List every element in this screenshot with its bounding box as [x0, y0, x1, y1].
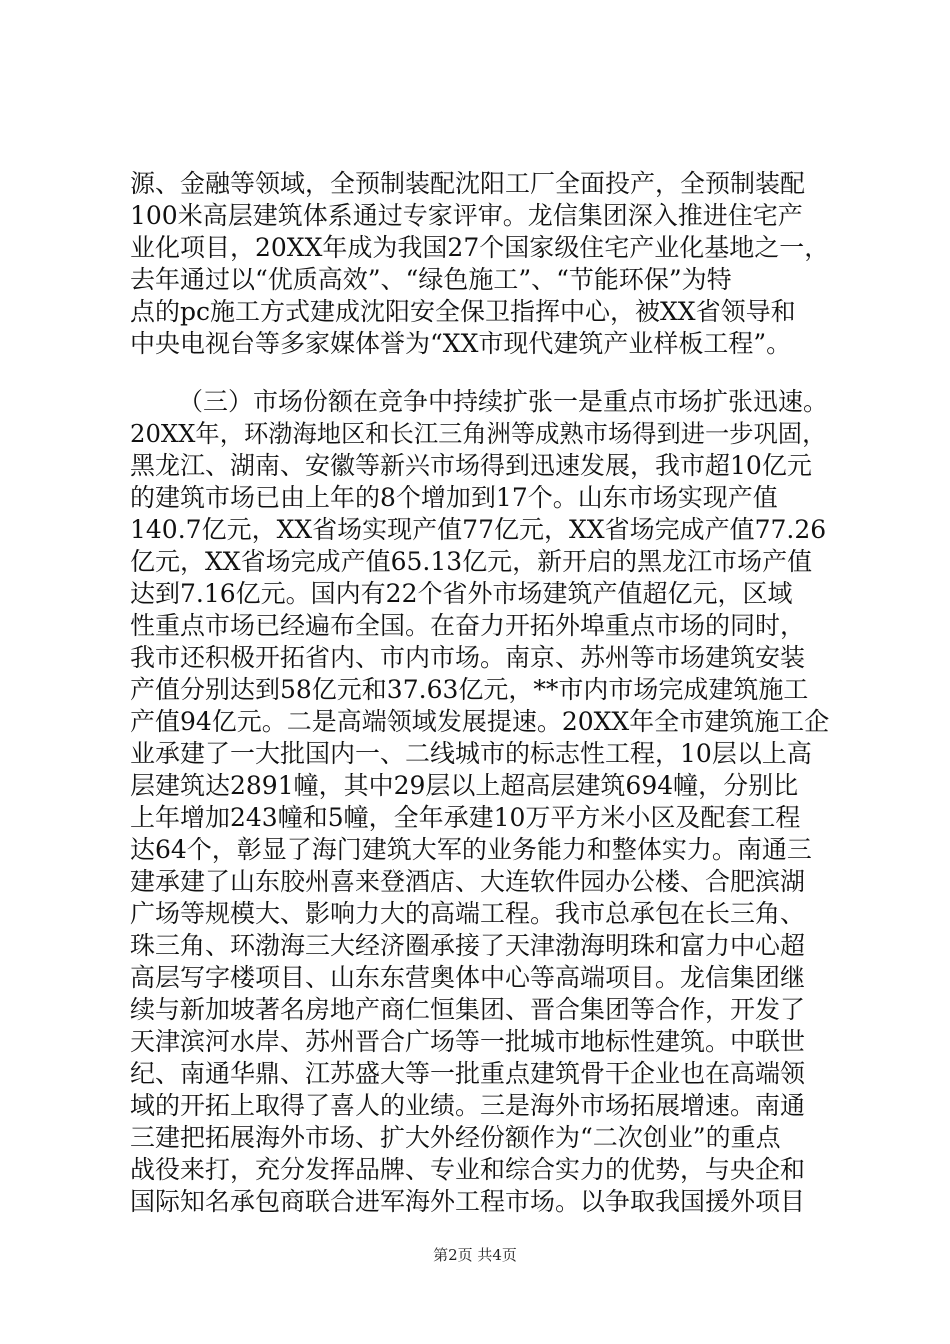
paragraph-1 [130, 168, 830, 360]
text-line: 20XX年，环渤海地区和长江三角洲等成熟市场得到进一步巩固， [130, 419, 827, 448]
text-line: 珠三角、环渤海三大经济圈承接了天津渤海明珠和富力中心超 [130, 931, 806, 960]
text-line: 去年通过以“优质高效”、“绿色施工”、“节能环保”为特 [130, 265, 732, 294]
text-line: 产值94亿元。二是高端领域发展提速。20XX年全市建筑施工企 [130, 707, 830, 736]
text-line: 续与新加坡著名房地产商仁恒集团、晋合集团等合作，开发了 [130, 995, 806, 1024]
text-line: 的建筑市场已由上年的8个增加到17个。山东市场实现产值 [130, 483, 778, 512]
text-line: 国际知名承包商联合进军海外工程市场。以争取我国援外项目 [130, 1187, 806, 1216]
text-line: 域的开拓上取得了喜人的业绩。三是海外市场拓展增速。南通 [130, 1091, 806, 1120]
text-line: 100米高层建筑体系通过专家评审。龙信集团深入推进住宅产 [130, 201, 803, 230]
text-line: 我市还积极开拓省内、市内市场。南京、苏州等市场建筑安装 [130, 643, 806, 672]
text-line: 亿元，XX省场完成产值65.13亿元，新开启的黑龙江市场产值 [130, 547, 813, 576]
text-line: 纪、南通华鼎、江苏盛大等一批重点建筑骨干企业也在高端领 [130, 1059, 806, 1088]
text-line: 高层写字楼项目、山东东营奥体中心等高端项目。龙信集团继 [130, 963, 806, 992]
paragraph-2 [130, 386, 830, 1218]
text-line: 业承建了一大批国内一、二线城市的标志性工程，10层以上高 [130, 739, 812, 768]
text-line: 中央电视台等多家媒体誉为“XX市现代建筑产业样板工程”。 [130, 329, 792, 358]
page-number-footer: 第2页 共4页 [433, 1246, 517, 1264]
section-heading-line: （三）市场份额在竞争中持续扩张一是重点市场扩张迅速。 [178, 387, 829, 416]
text-line: 建承建了山东胶州喜来登酒店、大连软件园办公楼、合肥滨湖 [130, 867, 806, 896]
text-line: 战役来打，充分发挥品牌、专业和综合实力的优势，与央企和 [130, 1155, 806, 1184]
text-line: 业化项目，20XX年成为我国27个国家级住宅产业化基地之一， [130, 233, 830, 262]
text-line: 三建把拓展海外市场、扩大外经份额作为“二次创业”的重点 [130, 1123, 781, 1152]
text-line: 天津滨河水岸、苏州晋合广场等一批城市地标性建筑。中联世 [130, 1027, 806, 1056]
text-line: 性重点市场已经遍布全国。在奋力开拓外埠重点市场的同时， [130, 611, 806, 640]
text-line: 140.7亿元，XX省场实现产值77亿元，XX省场完成产值77.26 [130, 515, 827, 544]
text-line: 达到7.16亿元。国内有22个省外市场建筑产值超亿元，区域 [130, 579, 793, 608]
text-line: 达64个，彰显了海门建筑大军的业务能力和整体实力。南通三 [130, 835, 812, 864]
text-line: 点的pc施工方式建成沈阳安全保卫指挥中心，被XX省领导和 [130, 297, 796, 326]
text-line: 广场等规模大、影响力大的高端工程。我市总承包在长三角、 [130, 899, 806, 928]
text-line: 产值分别达到58亿元和37.63亿元，**市内市场完成建筑施工 [130, 675, 809, 704]
text-line: 层建筑达2891幢，其中29层以上超高层建筑694幢，分别比 [130, 771, 799, 800]
text-line: 源、金融等领域，全预制装配沈阳工厂全面投产，全预制装配 [130, 169, 806, 198]
text-line: 上年增加243幢和5幢，全年承建10万平方米小区及配套工程 [130, 803, 801, 832]
text-line: 黑龙江、湖南、安徽等新兴市场得到迅速发展，我市超10亿元 [130, 451, 812, 480]
